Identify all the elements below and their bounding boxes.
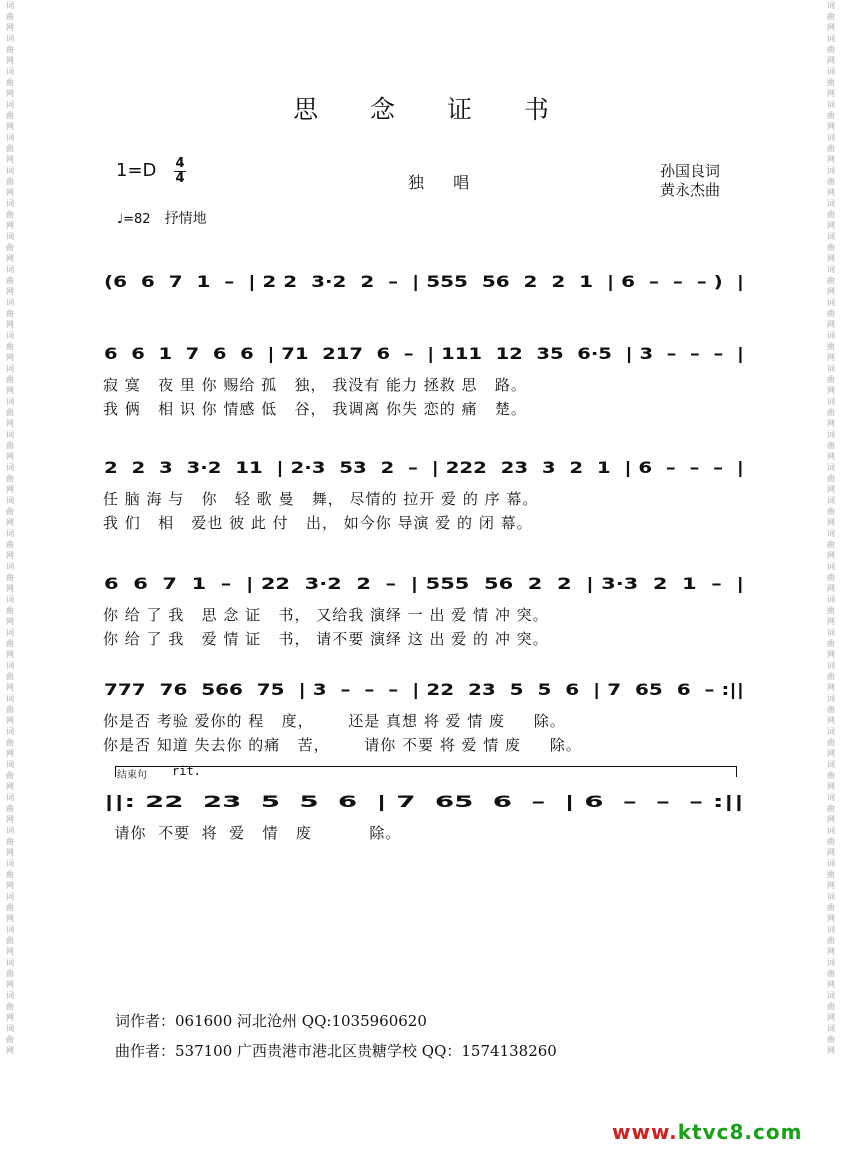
composer: 黄永杰曲 <box>660 181 721 199</box>
lyric-line: 你是否 知道 失去你 的痛 苦， 请你 不要 将 爱 情 废 除。 <box>103 736 582 754</box>
key-signature: 1=D <box>116 160 157 181</box>
watermark-left: 词 曲 网 词 曲 网 词 曲 网 词 曲 网 词 曲 网 词 曲 网 词 曲 网 词 曲 网 词 曲 网 词 曲 网 词 曲 网 词 曲 网 词 曲 网 词 曲 网 词 曲 网 词 曲 网 词 曲 网 词 曲 网 词 曲 网 词 曲 网 词 曲 网 词 曲 网 词 曲 网 词 曲 网 词 曲 网 词 曲 网 词 曲 网 词 曲 网 词 曲 网 词 曲 网 词 曲 网 词 曲 网 <box>6 1 14 1055</box>
lyric-line: 寂 寞 夜 里 你 赐给 孤 独， 我没有 能力 拯救 思 路。 <box>103 376 527 394</box>
credits <box>660 162 720 200</box>
lyric-line: 你 给 了 我 爱 情 证 书， 请不要 演绎 这 出 爱 的 冲 突。 <box>103 630 549 648</box>
notation <box>100 458 745 482</box>
ending-label: 结束句 <box>117 770 147 781</box>
ending-bracket <box>115 766 737 777</box>
lyric-line: 我 们 相 爱也 彼 此 付 出， 如今你 导演 爱 的 闭 幕。 <box>103 514 533 532</box>
tempo-mark: ♩=82 抒情地 <box>117 211 207 227</box>
notes-text: 6 6 7 1 – | 22 3·2 2 – | 555 56 2 2 | 3·3 2 1 – | <box>104 574 744 593</box>
notes-text: 777 76 566 75 | 3 – – – | 22 23 5 5 6 | 7 65 6 – :|| <box>104 680 744 699</box>
notes-text: (6 6 7 1 – | 2 2 3·2 2 – | 555 56 2 2 1 | 6 – – – ) | <box>104 272 744 291</box>
notation <box>100 272 745 296</box>
notation <box>100 792 745 816</box>
notes-text: 6 6 1 7 6 6 | 71 217 6 – | 111 12 35 6·5 | 3 – – – | <box>104 344 744 363</box>
site-logo: www.ktvc8.com <box>612 1120 803 1144</box>
footer-composer: 曲作者：537100 广西贵港市港北区贵糖学校 QQ：1574138260 <box>115 1042 557 1060</box>
notation <box>100 344 745 368</box>
notation <box>100 680 745 704</box>
performance-type: 独 唱 <box>408 173 482 192</box>
footer-lyricist: 词作者：061600 河北沧州 QQ:1035960620 <box>115 1012 427 1030</box>
watermark-right: 词 曲 网 词 曲 网 词 曲 网 词 曲 网 词 曲 网 词 曲 网 词 曲 网 词 曲 网 词 曲 网 词 曲 网 词 曲 网 词 曲 网 词 曲 网 词 曲 网 词 曲 网 词 曲 网 词 曲 网 词 曲 网 词 曲 网 词 曲 网 词 曲 网 词 曲 网 词 曲 网 词 曲 网 词 曲 网 词 曲 网 词 曲 网 词 曲 网 词 曲 网 词 曲 网 词 曲 网 词 曲 网 <box>827 1 835 1055</box>
lyric-line: 你 给 了 我 思 念 证 书， 又给我 演绎 一 出 爱 情 冲 突。 <box>103 606 549 624</box>
time-signature: 4 4 <box>175 156 185 186</box>
notes-text: ||: 22 23 5 5 6 | 7 65 6 – | 6 – – – :|| <box>104 792 744 811</box>
song-title: 思 念 证 书 <box>293 95 571 124</box>
lyric-line: 任 脑 海 与 你 轻 歌 曼 舞， 尽情的 拉开 爱 的 序 幕。 <box>103 490 539 508</box>
lyricist: 孙国良词 <box>660 162 721 180</box>
lyric-line: 我 俩 相 识 你 情感 低 谷， 我调离 你失 恋的 痛 楚。 <box>103 400 527 418</box>
ritardando: rit. <box>172 764 201 778</box>
lyric-line: 请你 不要 将 爱 情 废 除。 <box>103 824 402 842</box>
notation <box>100 574 745 598</box>
notes-text: 2 2 3 3·2 11 | 2·3 53 2 – | 222 23 3 2 1 | 6 – – – | <box>104 458 744 477</box>
lyric-line: 你是否 考验 爱你的 程 度， 还是 真想 将 爱 情 废 除。 <box>103 712 566 730</box>
